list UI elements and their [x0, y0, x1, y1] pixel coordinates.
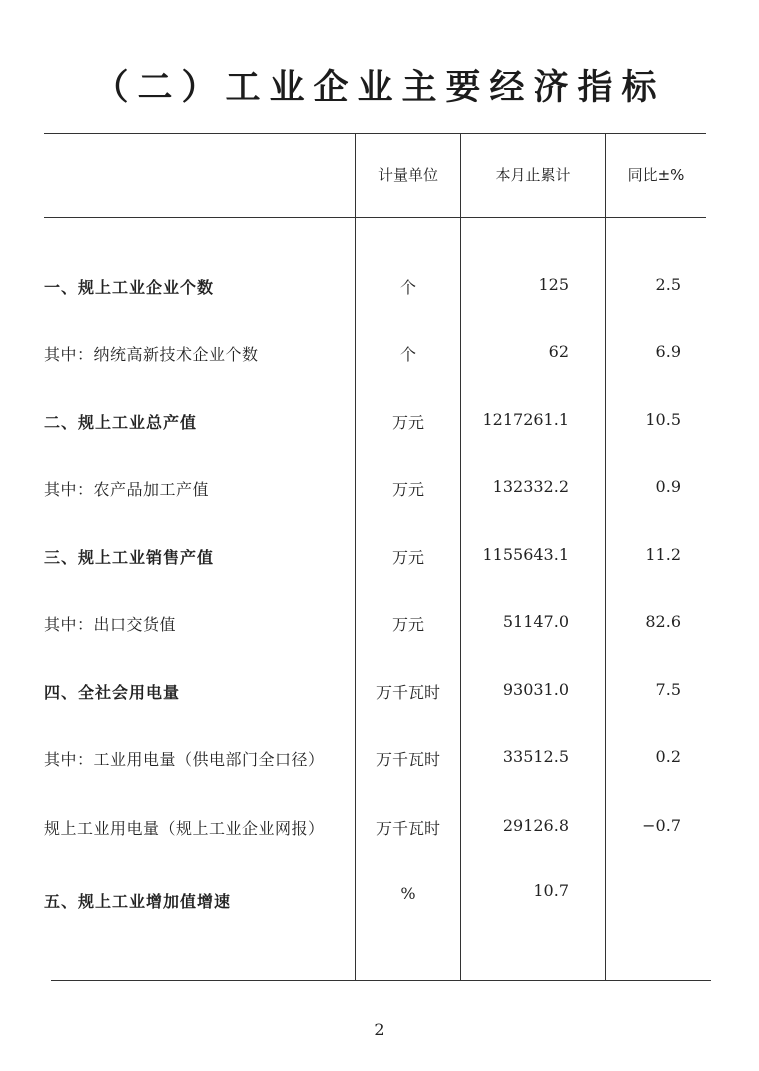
page-number: 2 [374, 1020, 385, 1039]
row-label: 一、规上工业企业个数 [44, 278, 215, 297]
header-bottom-rule [44, 217, 706, 218]
row-yoy: −0.7 [642, 816, 681, 835]
row-unit: 万千瓦时 [375, 819, 440, 838]
header-unit: 计量单位 [377, 166, 438, 184]
row-unit: 万元 [391, 615, 424, 634]
row-value: 93031.0 [502, 680, 569, 699]
table-row [0, 477, 759, 507]
row-label: 其中：出口交货值 [44, 615, 177, 634]
row-unit: % [400, 884, 416, 903]
table-row [0, 342, 759, 372]
table-row [0, 410, 759, 440]
row-value: 51147.0 [502, 612, 569, 631]
row-value: 33512.5 [502, 747, 569, 766]
row-label: 其中：农产品加工产值 [44, 480, 210, 499]
table-row [0, 881, 759, 914]
row-label: 二、规上工业总产值 [44, 413, 198, 432]
row-value: 1217261.1 [482, 410, 569, 429]
row-value: 1155643.1 [482, 545, 569, 564]
table-row [0, 612, 759, 642]
row-unit: 万元 [391, 480, 424, 499]
header-yoy: 同比±% [627, 166, 685, 184]
table-row [0, 816, 759, 846]
row-label: 三、规上工业销售产值 [44, 548, 215, 567]
row-label: 其中：工业用电量（供电部门全口径） [44, 750, 325, 769]
row-unit: 万元 [391, 548, 424, 567]
row-unit: 万千瓦时 [375, 683, 440, 702]
table-row [0, 275, 759, 305]
page-title: （二）工业企业主要经济指标 [93, 68, 666, 108]
row-unit: 个 [399, 278, 416, 297]
row-yoy: 0.2 [655, 747, 681, 766]
table-row [0, 747, 759, 777]
row-unit: 个 [399, 345, 416, 364]
row-yoy: 82.6 [645, 612, 681, 631]
row-value: 10.7 [533, 881, 569, 900]
table-row [0, 680, 759, 710]
row-label: 四、全社会用电量 [44, 683, 181, 702]
row-yoy: 0.9 [655, 477, 681, 496]
row-label: 五、规上工业增加值增速 [44, 892, 232, 911]
table-bottom-rule [51, 980, 711, 981]
row-value: 125 [538, 275, 569, 294]
row-value: 29126.8 [502, 816, 569, 835]
row-label: 规上工业用电量（规上工业企业网报） [44, 819, 325, 838]
row-value: 62 [548, 342, 569, 361]
row-unit: 万千瓦时 [375, 750, 440, 769]
row-yoy: 6.9 [655, 342, 681, 361]
row-value: 132332.2 [492, 477, 569, 496]
header-value: 本月止累计 [495, 166, 571, 184]
row-label: 其中：纳统高新技术企业个数 [44, 345, 259, 364]
row-unit: 万元 [391, 413, 424, 432]
table-row [0, 545, 759, 575]
table-top-rule [44, 133, 706, 134]
row-yoy: 10.5 [645, 410, 681, 429]
row-yoy: 7.5 [655, 680, 681, 699]
row-yoy: 2.5 [655, 275, 681, 294]
row-yoy: 11.2 [645, 545, 681, 564]
